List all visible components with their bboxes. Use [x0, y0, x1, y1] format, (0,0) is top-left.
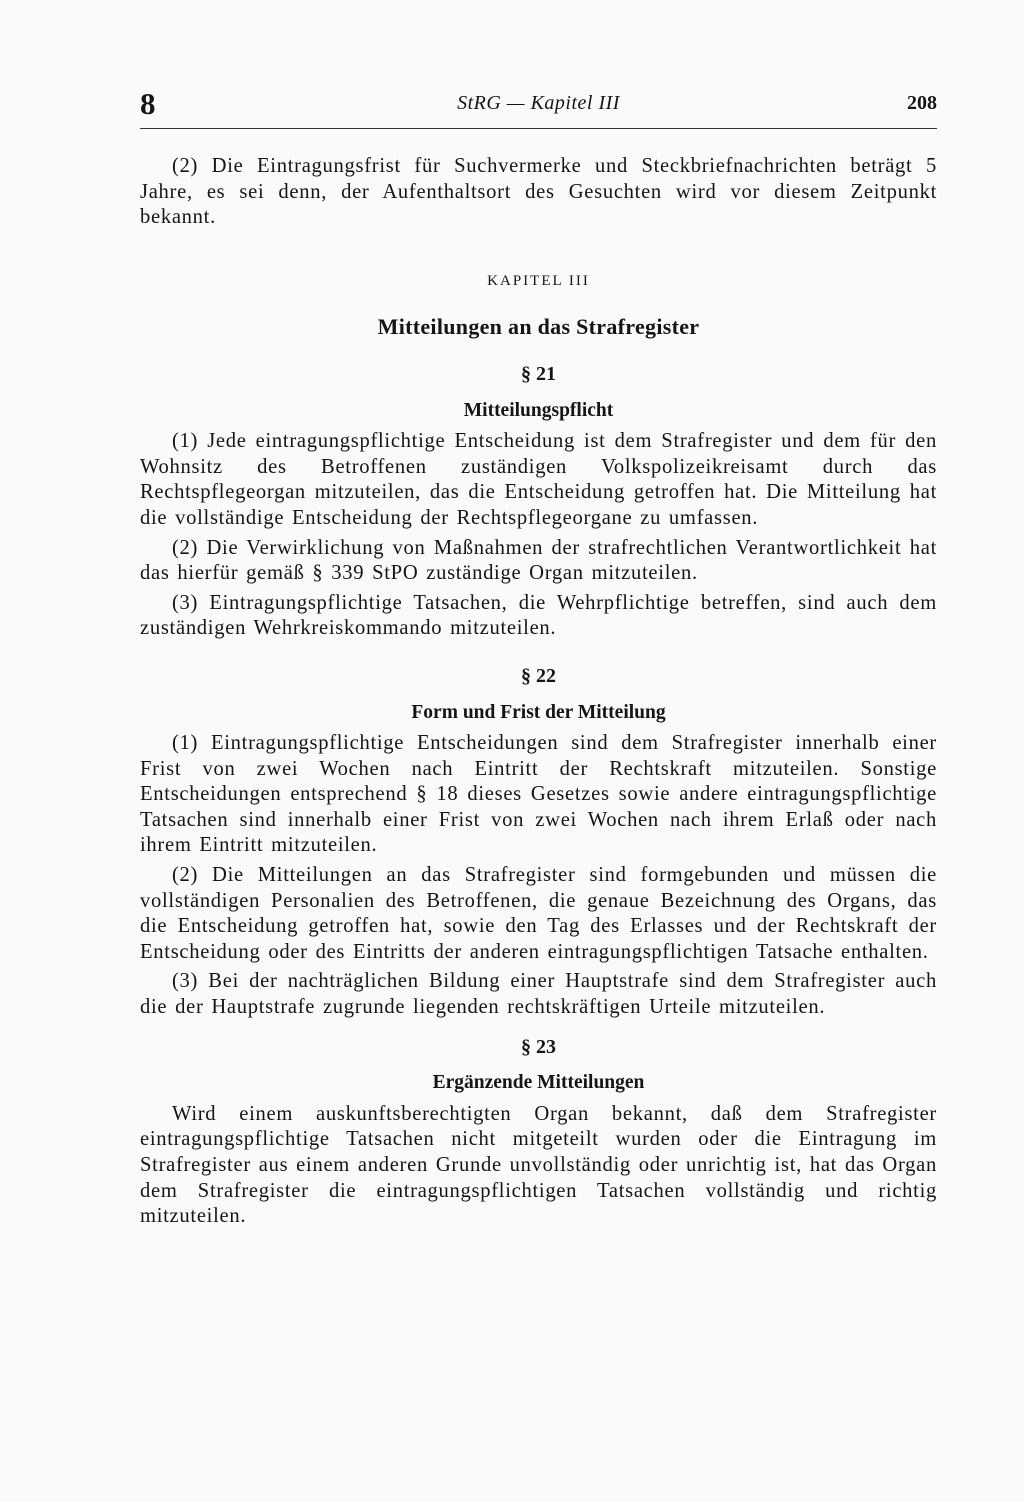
page-number-right: 208 — [907, 92, 937, 114]
section-23-paragraph-1: Wird einem auskunftsberechtigten Organ bekannt, daß dem Strafregister eintragungspflichtige Tatsachen nicht mitgeteilt wurden oder die Eintragung im Strafregister aus einem anderen Grunde unvollständig oder unrichtig ist, hat das Organ dem Strafregister die eintragungspflichtigen Tatsachen vollständig und richtig mitzuteilen. — [140, 1102, 937, 1228]
section-21-title: Mitteilungspflicht — [463, 399, 614, 421]
header-rule — [140, 128, 937, 129]
section-21-paragraph-2: (2) Die Verwirklichung von Maßnahmen der strafrechtlichen Verantwortlichkeit hat das hierfür gemäß § 339 StPO zuständige Organ mitzuteilen. — [140, 536, 937, 585]
running-title: StRG — Kapitel III — [457, 92, 620, 114]
page-header — [140, 86, 937, 120]
section-22-title: Form und Frist der Mitteilung — [411, 701, 666, 723]
section-22-paragraph-3: (3) Bei der nachträglichen Bildung einer Hauptstrafe sind dem Strafregister auch die der Hauptstrafe zugrunde liegenden rechtskräftigen Urteile mitzuteilen. — [140, 970, 937, 1019]
section-22-number: § 22 — [521, 664, 556, 687]
intro-paragraph: (2) Die Eintragungsfrist für Suchvermerke und Steckbriefnachrichten beträgt 5 Jahre, es sei denn, der Aufenthaltsort des Gesuchten wird vor diesem Zeitpunkt bekannt. — [140, 155, 937, 229]
chapter-title: Mitteilungen an das Strafregister — [377, 314, 700, 340]
page-body — [140, 154, 937, 1230]
chapter-label: KAPITEL III — [487, 272, 590, 289]
section-21-paragraph-3: (3) Eintragungspflichtige Tatsachen, die Wehrpflichtige betreffen, sind auch dem zuständigen Wehrkreiskommando mitzuteilen. — [140, 591, 937, 640]
section-21-number: § 21 — [521, 362, 556, 385]
section-23-number: § 23 — [521, 1035, 556, 1058]
section-21-paragraph-1: (1) Jede eintragungspflichtige Entscheidung ist dem Strafregister und dem für den Wohnsitz des Betroffenen zuständigen Volkspolizeikreisamt durch das Rechtspflegeorgan mitzuteilen, das die Entscheidung getroffen hat. Die Mitteilung hat die vollständige Entscheidung der Rechtspflegeorgane zu umfassen. — [140, 430, 937, 529]
section-23-title: Ergänzende Mitteilungen — [432, 1072, 645, 1094]
section-22-paragraph-2: (2) Die Mitteilungen an das Strafregister sind formgebunden und müssen die vollständigen Personalien des Betroffenen, die genaue Bezeichnung des Organs, das die Entscheidung getroffen hat, sowie den Tag des Erlasses und der Rechtskraft der Entscheidung oder des Eintritts der anderen eintragungspflichtigen Tatsache enthalten. — [140, 864, 937, 963]
section-22-paragraph-1: (1) Eintragungspflichtige Entscheidungen sind dem Strafregister innerhalb einer Frist von zwei Wochen nach Eintritt der Rechtskraft mitzuteilen. Sonstige Entscheidungen entsprechend § 18 dieses Gesetzes sowie andere eintragungspflichtige Tatsachen sind innerhalb einer Frist von zwei Wochen nach ihrem Erlaß oder nach ihrem Eintritt mitzuteilen. — [140, 732, 937, 857]
page-number-left: 8 — [140, 86, 156, 121]
